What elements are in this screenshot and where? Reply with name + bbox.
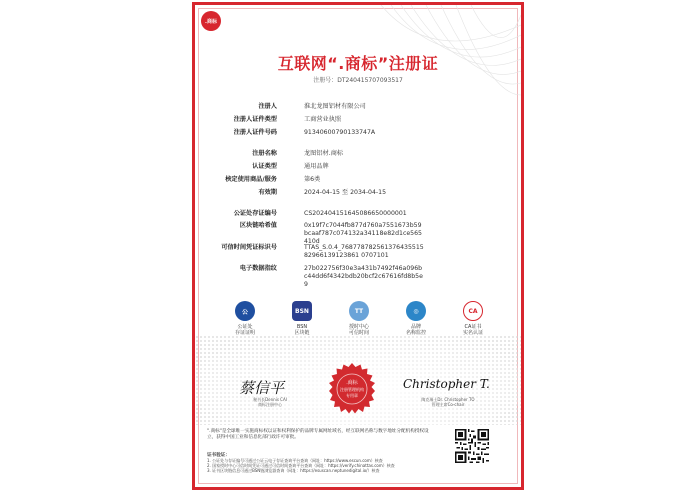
verification-note: 1. 公证处与存证编号可通过公证云电子存证查询平台查询（网址：https://www.escun.com）核查 <box>207 458 383 463</box>
notary-icon: 公 <box>235 301 255 321</box>
brand-logo-icon <box>201 11 221 31</box>
registration-number: 注册号：DT240415707093517 <box>313 77 403 84</box>
field-label: 电子数据指纹 <box>239 265 277 272</box>
field-value: TTAS_S.0.4_76877878256137643551582966139123861 0707101 <box>304 244 424 259</box>
field-value: 0x19f7c7044fb877d760a7551673b59bcaaf787c074132a34118e82d1ce565410d <box>304 222 422 245</box>
field-value: 龙图铝材.商标 <box>304 150 344 157</box>
field-label: 注册人 <box>258 103 277 110</box>
field-label: 核定使用商品/服务 <box>225 176 277 183</box>
field-label: 认证类型 <box>252 163 277 170</box>
partner-ca: CA CA证书 实名认证 <box>451 301 495 336</box>
field-value: 通用品牌 <box>304 163 329 170</box>
field-value: 91340600790133747A <box>304 129 376 136</box>
signature-right: Christopher T. <box>403 377 490 391</box>
field-value: 2024-04-15 至 2034-04-15 <box>304 189 387 196</box>
time-authority-icon: TT <box>349 301 369 321</box>
footer-description: ".商标"是全球唯一实施商标权以证和权利保护的品牌专属网址域名，经互联网名称与数字地址分配机构授权设立，获得中国工业和信息化部行政许可审批。 <box>207 429 429 440</box>
certificate <box>192 2 524 490</box>
svg-text:专用章: 专用章 <box>346 393 358 398</box>
ca-cert-icon: CA <box>463 301 483 321</box>
verification-notes <box>207 453 447 473</box>
bsn-icon: BSN <box>292 301 312 321</box>
brand-monitor-icon: ◎ <box>406 301 426 321</box>
field-value: 工商营业执照 <box>304 116 342 123</box>
certificate-title: 互联网“.商标”注册证 <box>277 54 439 73</box>
field-value: 淮北龙图铝材有限公司 <box>304 103 366 110</box>
qr-code[interactable] <box>455 429 489 463</box>
field-label: 公证处存证编号 <box>233 210 277 217</box>
field-label: 区块链哈希值 <box>239 222 277 229</box>
svg-text:注册管理机构: 注册管理机构 <box>340 387 364 392</box>
field-label: 注册人证件号码 <box>233 129 277 136</box>
field-value: 第6类 <box>304 176 321 183</box>
verification-note: 2. 国家授时中心可信时间凭证可通过可信时间查询平台查询（网址：https://verify.chinattas.com）核查 <box>207 463 395 468</box>
field-label: 注册名称 <box>252 150 277 157</box>
partner-notary: 公 公证处 存证证明 <box>223 301 267 336</box>
official-seal <box>325 362 379 416</box>
signer-left: 秘书长Dennis CAI 商标注册中心 <box>253 397 287 407</box>
field-value: CS202404151645086650000001 <box>304 210 407 217</box>
partner-brand-monitor: ◎ 品牌 名称监控 <box>394 301 438 336</box>
partner-time-authority: TT 授时中心 可信时间 <box>337 301 381 336</box>
verification-title: 证书验证： <box>207 453 230 458</box>
brand-logo-text: .商标 <box>205 18 217 25</box>
field-label: 可信时间凭证标识号 <box>221 244 277 251</box>
field-label: 有效期 <box>258 189 277 196</box>
svg-text:.商标: .商标 <box>346 380 358 386</box>
signature-left: 蔡信平 <box>239 379 285 397</box>
verification-note: 3. 证书区块链信息可通过BSN链浏览器查询（网址：https://esuscan.neptunedigital.io/）核查 <box>207 468 380 473</box>
signer-right: 陶克瑞士Dr. Christopher TO 管理主席Co-chair <box>421 397 475 407</box>
partner-bsn: BSN BSN 区块链 <box>280 301 324 336</box>
field-label: 注册人证件类型 <box>233 116 277 123</box>
field-value: 27b022756f30e3a431b7492f46a096bc44dd6f4342bdb20bcf2c67616fd8b5e9 <box>304 265 423 288</box>
